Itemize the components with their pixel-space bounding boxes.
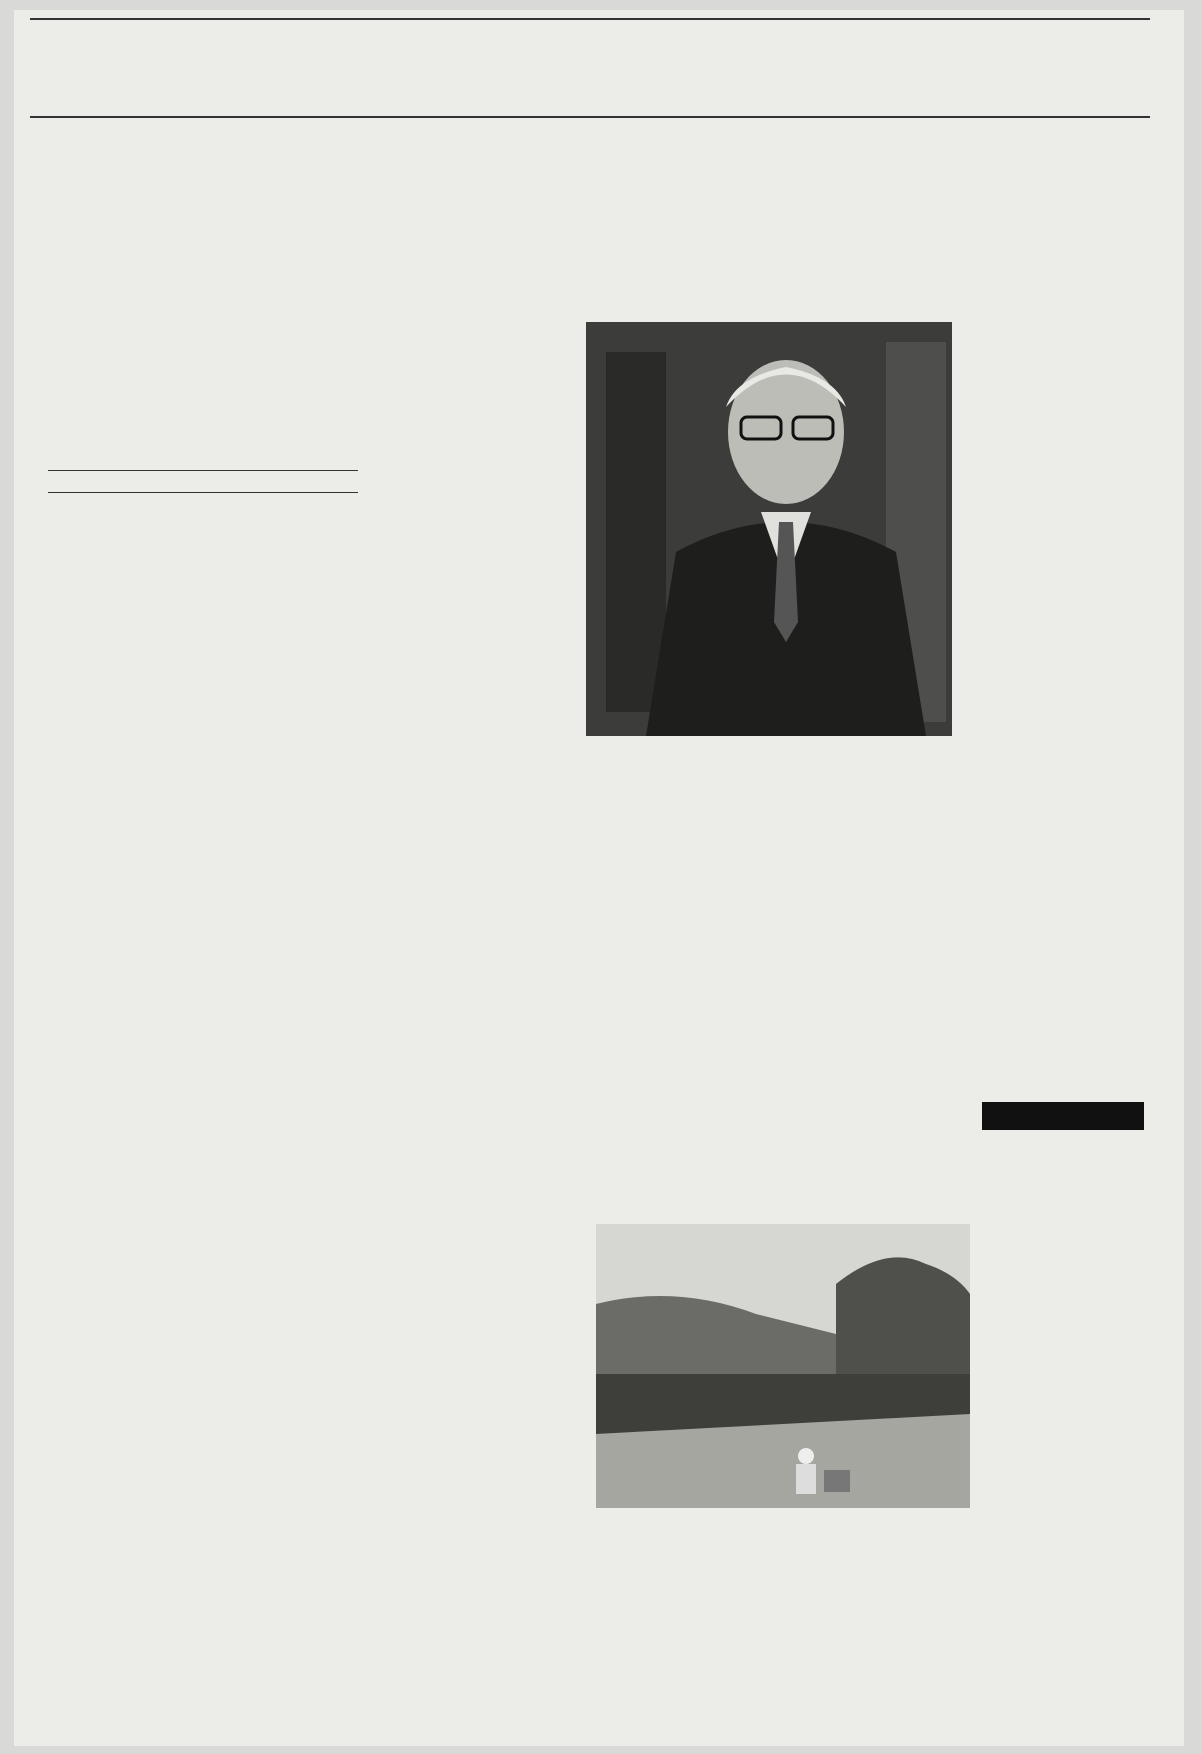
lead-column-4 <box>964 322 1146 1050</box>
inbreve-label-bar <box>982 1102 1144 1130</box>
mitrokhin-photo <box>586 322 952 736</box>
fragala-intro <box>48 500 360 622</box>
lead-column-2 <box>586 772 762 1050</box>
noe-headline <box>398 1118 958 1212</box>
issue-date <box>914 98 1150 114</box>
fragala-qa <box>48 622 360 1710</box>
page-number <box>1100 28 1140 72</box>
beach-photo-caption <box>596 1516 970 1530</box>
newspaper-page <box>14 10 1184 1746</box>
fragala-article <box>30 320 370 1720</box>
inbreve-list <box>982 1150 1144 1720</box>
lead-column-1 <box>394 322 564 1050</box>
fragala-byline <box>48 475 358 489</box>
mitrokhin-photo-caption <box>632 744 952 758</box>
lead-column-3 <box>776 772 952 1050</box>
inbreve-column <box>982 1102 1152 1722</box>
noe-column-3 <box>790 1544 970 1724</box>
noe-column-2 <box>596 1544 776 1724</box>
page-header <box>14 10 1184 112</box>
lead-subhead <box>30 262 1180 302</box>
mitrokhin-portrait <box>586 322 952 736</box>
lead-kicker <box>30 148 1170 178</box>
noe-column-1 <box>394 1226 584 1726</box>
beach-scene <box>596 1224 970 1508</box>
section-title <box>394 32 794 92</box>
masthead <box>30 96 250 114</box>
noe-kicker <box>398 1088 978 1112</box>
beach-photo <box>596 1224 970 1508</box>
lead-headline <box>30 182 1180 254</box>
fragala-headline <box>48 328 366 458</box>
